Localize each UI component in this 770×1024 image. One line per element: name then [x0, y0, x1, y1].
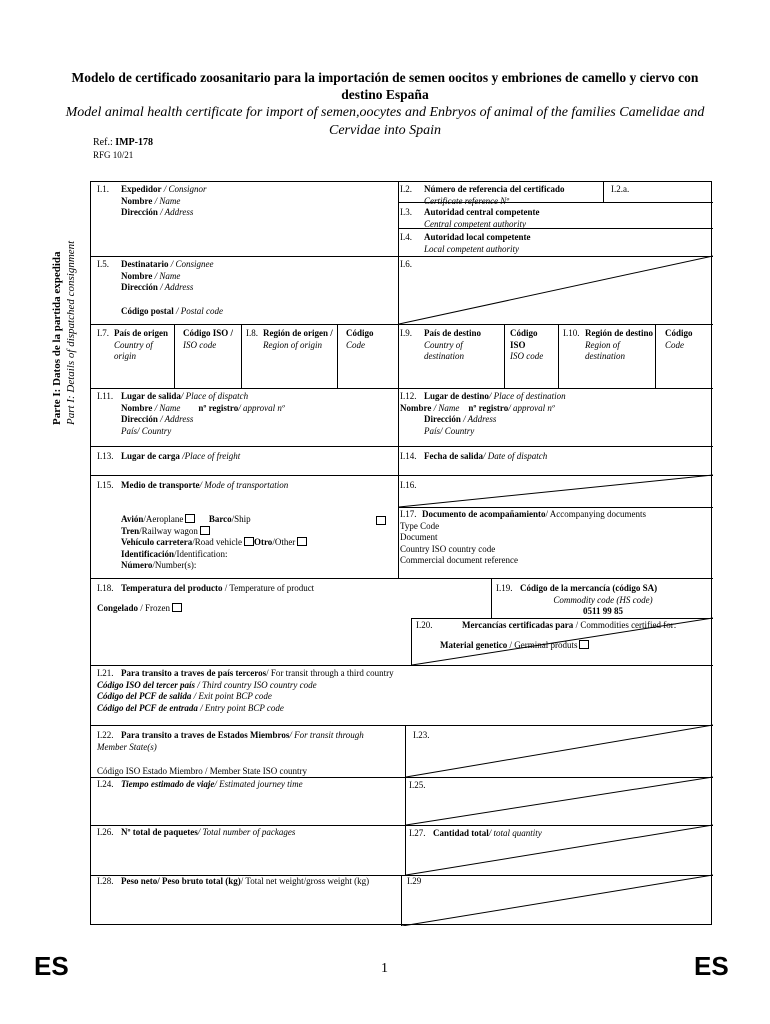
field-i4-local-authority[interactable]: I.4. Autoridad local competente Local competent authority	[400, 232, 531, 254]
field-i18-temperature: I.18. Temperatura del producto / Temperature of product Congelado / Frozen	[97, 583, 315, 613]
field-i14-date-of-dispatch[interactable]: I.14. Fecha de salida/ Date of dispatch	[400, 451, 548, 461]
member-state-iso: Código ISO Estado Miembro / Member State ISO country	[97, 766, 307, 776]
field-i15-transport: I.15. Medio de transporte/ Mode of transportation	[97, 480, 289, 490]
field-i2a[interactable]: I.2.a.	[611, 184, 630, 194]
road-vehicle-checkbox[interactable]	[244, 537, 254, 546]
footer-language-left: ES	[34, 951, 69, 981]
field-i5-consignee[interactable]: I.5. Destinatario / Consignee Nombre / Name Dirección / Address Código postal / Postal code	[97, 259, 224, 316]
frozen-checkbox[interactable]	[172, 603, 182, 612]
field-i8-code[interactable]: Código Code	[346, 328, 374, 350]
field-i12-place-of-destination[interactable]: I.12. Lugar de destino/ Place of destination Nombre / Name nº registro/ approval nº Dirección / Address País/ Country	[400, 391, 566, 436]
field-i29[interactable]: I.29	[407, 876, 422, 886]
document-title-es: Modelo de certificado zoosanitario para la importación de semen oocitos y embriones de camello y ciervo con destino España	[71, 70, 699, 102]
field-i27-total-quantity[interactable]: I.27. Cantidad total/ total quantity	[409, 828, 542, 838]
field-i7-iso-code[interactable]: Código ISO / ISO code	[183, 328, 234, 350]
field-i28-weight[interactable]: I.28. Peso neto/ Peso bruto total (kg)/ Total net weight/gross weight (kg)	[97, 876, 370, 886]
germinal-products-checkbox[interactable]	[579, 640, 589, 649]
field-i2-certificate-reference[interactable]: I.2. Número de referencia del certificado Certificate reference Nº	[400, 184, 565, 206]
field-i19-commodity-code[interactable]: I.19. Código de la mercancía (código SA) Commodity code (HS code) 0511 99 85	[496, 583, 658, 617]
field-i25[interactable]: I.25.	[409, 780, 426, 790]
field-i20-certified-for: I.20. Mercancías certificadas para / Commodities certified for: Material genetico / Germinal produts	[416, 620, 677, 650]
aeroplane-checkbox[interactable]	[185, 514, 195, 523]
field-i8-region-of-origin[interactable]: I.8. Región de origen / Region of origin	[246, 328, 333, 350]
field-i7-country-of-origin[interactable]: I.7. País de origen Country of origin	[97, 328, 168, 362]
part-one-side-label: Parte I: Datos de la partida expedida Part I: Details of dispatched consignment	[51, 240, 78, 425]
field-i17-accompanying-documents[interactable]: I.17. Documento de acompañamiento/ Accompanying documents Type Code Document Country ISO country code Commercial document reference	[400, 509, 646, 566]
rfg-code: RFG 10/21	[93, 150, 134, 160]
field-i23[interactable]: I.23.	[413, 730, 430, 740]
field-i9-country-of-destination[interactable]: I.9. País de destino Country of destination	[400, 328, 482, 362]
field-i10-region-of-destination[interactable]: I.10. Región de destino Region of destination	[563, 328, 654, 362]
certificate-grid	[90, 181, 712, 925]
footer-language-right: ES	[694, 951, 729, 981]
field-i16[interactable]: I.16.	[400, 480, 417, 490]
field-i24-journey-time[interactable]: I.24. Tiempo estimado de viaje/ Estimated journey time	[97, 779, 303, 789]
field-i3-central-authority[interactable]: I.3. Autoridad central competente Central competent authority	[400, 207, 540, 229]
other-checkbox[interactable]	[297, 537, 307, 546]
field-i21-transit-third-country[interactable]: I.21. Para transito a traves de país terceros/ For transit through a third country Código ISO del tercer país / Third country ISO country code Código del PCF de salida / Exit point BCP code Código del PCF de entrada / Entry point BCP code	[97, 668, 394, 713]
field-i6[interactable]: I.6.	[400, 259, 412, 269]
field-i22-transit-member-states[interactable]: I.22. Para transito a traves de Estados Miembros/ For transit through Member State(s)	[97, 730, 364, 752]
page-number: 1	[381, 961, 388, 976]
field-i13-place-of-loading[interactable]: I.13. Lugar de carga /Place of freight	[97, 451, 241, 461]
railway-checkbox[interactable]	[200, 526, 210, 535]
field-i26-number-of-packages[interactable]: I.26. Nº total de paquetes/ Total number of packages	[97, 827, 296, 837]
document-title-en: Model animal health certificate for import of semen,oocytes and Enbryos of animal of the families Camelidae and Cervidae into Spain	[65, 105, 705, 139]
field-i11-place-of-dispatch[interactable]: I.11. Lugar de salida/ Place of dispatch Nombre / Name nº registro/ approval nº Dirección / Address País/ Country	[97, 391, 285, 436]
reference: Ref.: IMP-178	[93, 137, 153, 148]
field-i9-iso-code[interactable]: Código ISO ISO code	[510, 328, 544, 362]
ship-checkbox[interactable]	[376, 516, 386, 525]
field-i10-code[interactable]: Código Code	[665, 328, 693, 350]
transport-options: Avión/Aeroplane Barco/Ship Tren/Railway wagon Vehículo carretera/Road vehicle Otro/Other Identificación/Identification: Número/Number(s):	[121, 514, 391, 572]
field-i1-consignor[interactable]: I.1. Expedidor / Consignor Nombre / Name Dirección / Address	[97, 184, 207, 218]
